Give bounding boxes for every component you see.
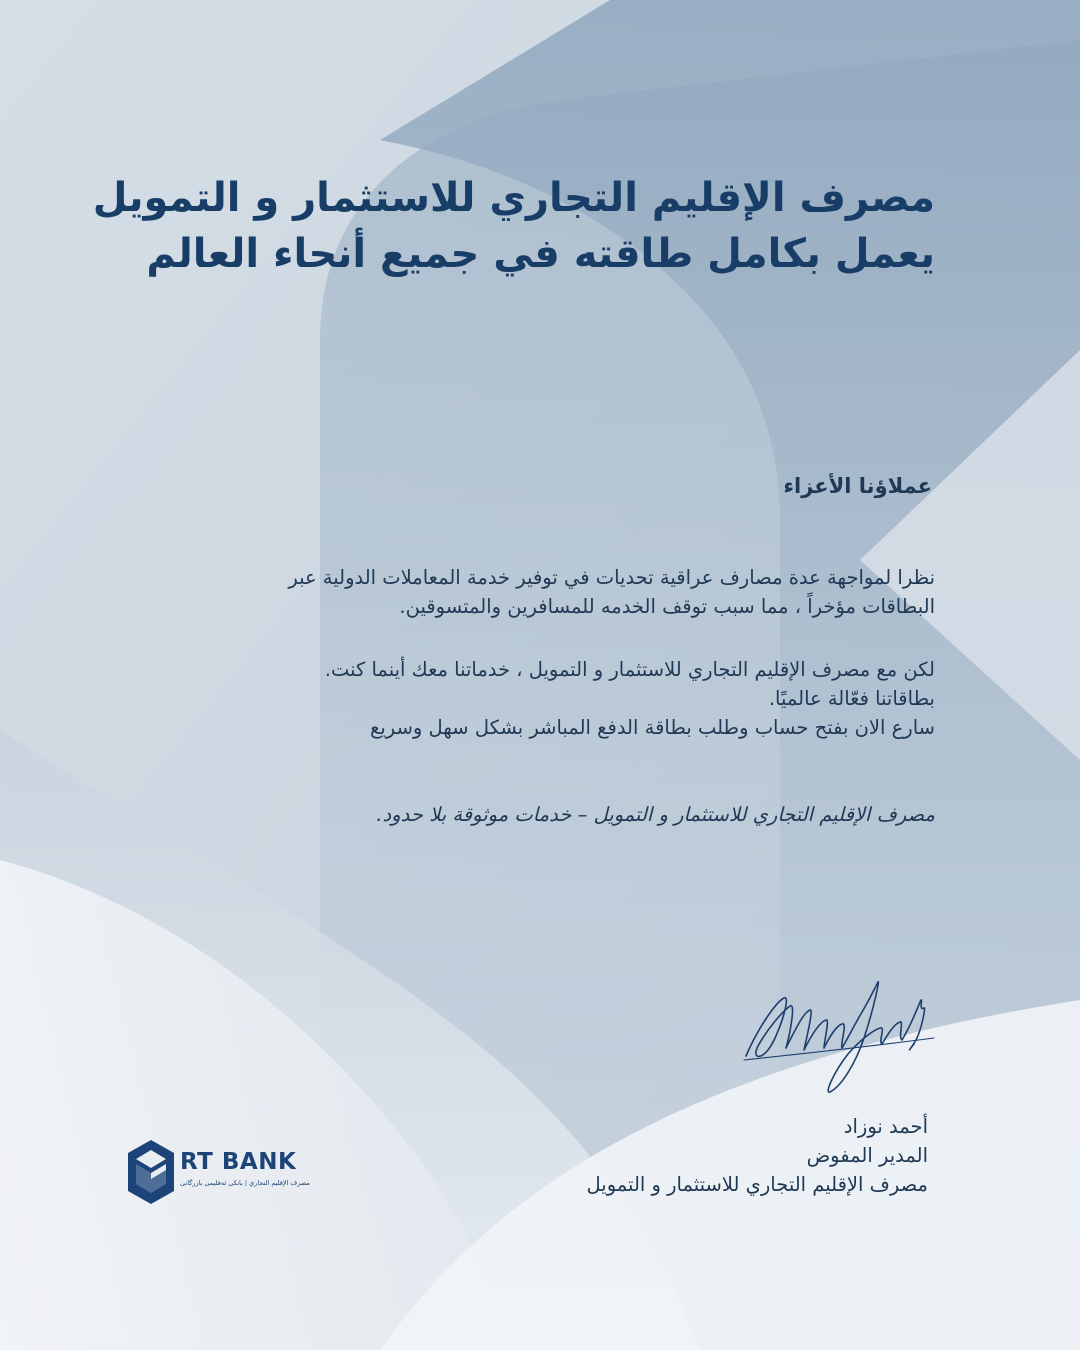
paragraph-1-line-1: نظرا لمواجهة عدة مصارف عراقية تحديات في توفير خدمة المعاملات الدولية عبر (288, 566, 935, 589)
tagline: مصرف الإقليم التجاري للاستثمار و التمويل – خدمات موثوقة بلا حدود. (376, 803, 935, 826)
signature (738, 968, 938, 1098)
paragraph-1 (215, 563, 935, 621)
paragraph-2-line-3: سارع الان بفتح حساب وطلب بطاقة الدفع المباشر بشكل سهل وسريع (370, 716, 935, 739)
title-line-2: يعمل بكامل طاقته في جميع أنحاء العالم (146, 231, 935, 277)
signer-position: المدير المفوض (806, 1144, 928, 1167)
signer-name: أحمد نوزاد (843, 1115, 928, 1138)
logo-subtitle: مصرف الإقليم التجاري | بانكی ئەقلیمی بازرگانی (180, 1179, 310, 1187)
logo-name: RT BANK (180, 1149, 297, 1175)
paragraph-2 (215, 655, 935, 742)
paragraph-2-line-2: بطاقاتنا فعّالة عالميًا. (768, 687, 935, 710)
rt-bank-logo (128, 1140, 318, 1206)
paragraph-1-line-2: البطاقات مؤخراً ، مما سبب توقف الخدمه للمسافرين والمتسوقين. (399, 595, 935, 618)
title-line-1: مصرف الإقليم التجاري للاستثمار و التمويل (92, 175, 935, 221)
greeting: عملاؤنا الأعزاء (783, 474, 932, 498)
page-title (92, 170, 935, 282)
rt-bank-logo-icon (128, 1140, 174, 1206)
paragraph-2-line-1: لكن مع مصرف الإقليم التجاري للاستثمار و التمويل ، خدماتنا معك أينما كنت. (324, 658, 935, 681)
signer-block (587, 1112, 928, 1199)
signer-organization: مصرف الإقليم التجاري للاستثمار و التمويل (586, 1173, 928, 1196)
